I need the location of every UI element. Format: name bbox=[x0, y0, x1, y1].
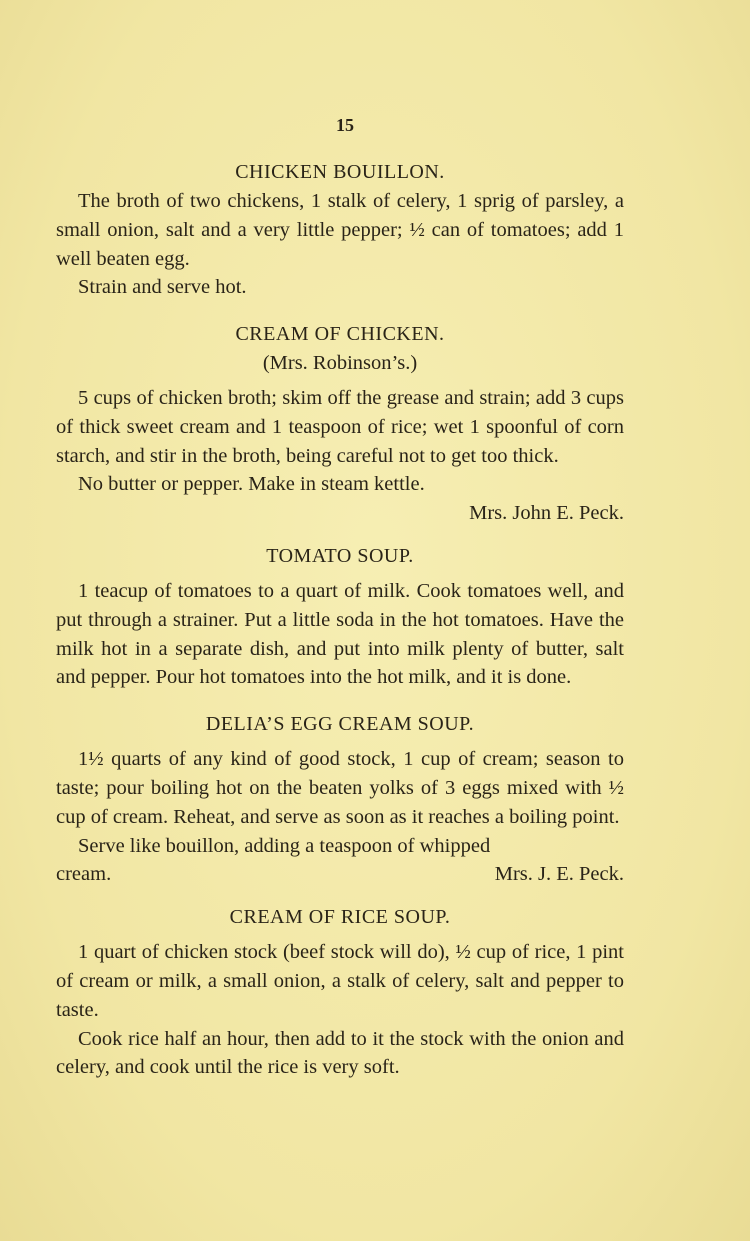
recipe-title: CREAM OF RICE SOUP. bbox=[229, 906, 451, 929]
recipe-instructions: Serve like bouillon, adding a teaspoon of whipped bbox=[78, 834, 491, 857]
recipe-ingredients: The broth of two chickens, 1 stalk of celery, 1 sprig of parsley, a small onion, salt and a very little pepper; ½ can of tomatoes; add 1 well beaten egg. bbox=[56, 190, 624, 270]
recipe-title: CHICKEN BOUILLON. bbox=[235, 161, 445, 183]
recipe-signature: Mrs. J. E. Peck. bbox=[494, 863, 624, 886]
recipe-instructions: 1 teacup of tomatoes to a quart of milk. Cook tomatoes well, and put through a strainer. Put a little soda in the hot tomatoes. Have the milk hot in a separate dish, and put into milk plenty of butter, salt and pepper. Pour hot tomatoes into the hot milk, and it is done. bbox=[56, 579, 624, 689]
recipe-instructions: Cook rice half an hour, then add to it the stock with the onion and celery, and cook until the rice is very soft. bbox=[56, 1027, 624, 1079]
recipe-attribution: (Mrs. Robinson’s.) bbox=[262, 352, 418, 375]
recipe-signature: Mrs. John E. Peck. bbox=[469, 502, 624, 525]
recipe-delias-egg-cream-soup bbox=[56, 710, 624, 889]
recipe-instructions: No butter or pepper. Make in steam kettle. bbox=[78, 473, 425, 496]
recipe-ingredients: 5 cups of chicken broth; skim off the grease and strain; add 3 cups of thick sweet cream and 1 teaspoon of rice; wet 1 spoonful of corn starch, and stir in the broth, being careful not to get too thick. bbox=[56, 386, 624, 467]
recipe-ingredients: 1 quart of chicken stock (beef stock will do), ½ cup of rice, 1 pint of cream or milk, a small onion, a stalk of celery, salt and pepper to taste. bbox=[56, 941, 624, 1021]
recipe-title: CREAM OF CHICKEN. bbox=[235, 323, 445, 346]
recipe-instructions-end: cream. bbox=[56, 863, 112, 886]
recipe-tomato-soup bbox=[56, 542, 624, 692]
recipe-instructions: Strain and serve hot. bbox=[78, 276, 247, 299]
recipe-title: DELIA’S EGG CREAM SOUP. bbox=[205, 713, 475, 736]
recipe-signature-line bbox=[56, 860, 624, 889]
recipe-chicken-bouillon bbox=[56, 158, 624, 302]
page-content bbox=[56, 158, 624, 1082]
page-number: 15 bbox=[336, 115, 354, 135]
recipe-ingredients: 1½ quarts of any kind of good stock, 1 cup of cream; season to taste; pour boiling hot on the beaten yolks of 3 eggs mixed with ½ cup of cream. Reheat, and serve as soon as it reaches a boiling point. bbox=[56, 748, 624, 828]
recipe-title: TOMATO SOUP. bbox=[266, 544, 414, 567]
recipe-cream-of-chicken bbox=[56, 320, 624, 528]
recipe-cream-of-rice-soup bbox=[56, 903, 624, 1082]
